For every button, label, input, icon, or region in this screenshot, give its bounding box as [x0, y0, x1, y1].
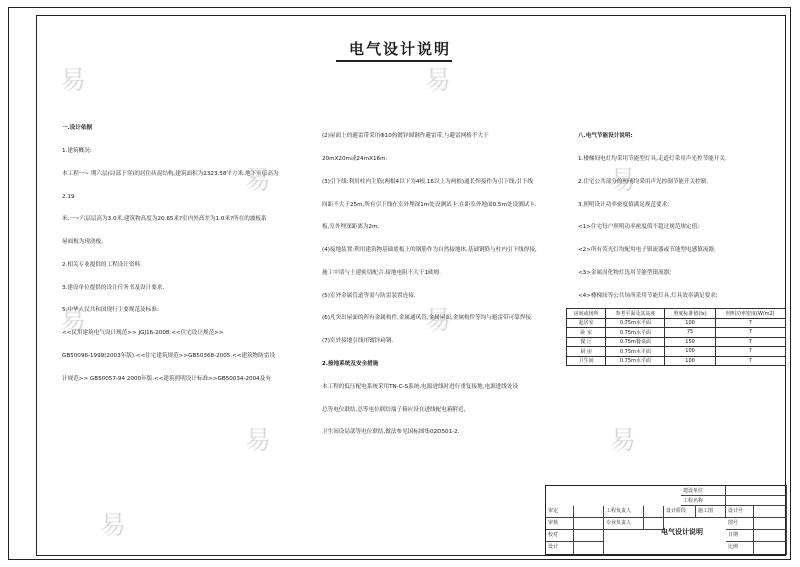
note-line: 2.住宅公共部分的照明均采用声光控制节能开关控制. — [578, 178, 709, 185]
note-line: 1.建筑概况: — [62, 147, 92, 154]
title-block-label: 工程负责人 — [604, 506, 644, 518]
table-cell: 100 — [665, 356, 715, 366]
table-cell: 0.75m水平面 — [606, 347, 665, 357]
note-line: 板,室外埋深距离为2m. — [322, 224, 380, 231]
table-header-cell: 照明功率密度(W/m2) — [715, 309, 785, 319]
note-line: 1.楼梯间电灯均采用节能型灯具,走道灯采用声光控节能开关. — [578, 155, 727, 162]
table-header-cell: 房间或场所 — [567, 309, 606, 319]
table-cell: 0.75m水平面 — [606, 328, 665, 338]
table-cell: 0.75m水平面 — [606, 356, 665, 366]
watermark-glyph: 易 — [610, 426, 637, 456]
watermark-glyph: 易 — [60, 306, 87, 336]
title-block-value — [754, 506, 787, 518]
title-block-label: 设计 — [546, 542, 574, 555]
watermark-glyph: 易 — [425, 306, 452, 336]
table-header-row — [567, 309, 786, 319]
table-row — [567, 328, 786, 338]
table-cell: 7 — [715, 328, 785, 338]
watermark-glyph: 易 — [425, 66, 452, 96]
title-block-value — [574, 518, 604, 530]
title-block-label: 设计阶段 — [664, 506, 696, 518]
title-block-value — [754, 530, 787, 542]
note-line: 施工中请与土建密切配合.接地电阻不大于1欧姆. — [322, 269, 441, 276]
note-line: (5)室外金属管道等需与防雷装置连接. — [322, 292, 416, 299]
title-block-label: 专业负责人 — [604, 518, 644, 530]
note-line: 20mX20m或24mX16m. — [322, 155, 388, 162]
table-cell: 150 — [665, 337, 715, 347]
notes-column-2 — [322, 118, 572, 448]
title-block-value: 施工图 — [696, 506, 726, 518]
note-line: 2.相关专业提供的工程设计资料. — [62, 261, 142, 268]
note-line: 5.中华人民共和国现行主要规范及标准: — [62, 307, 159, 314]
table-row — [567, 337, 786, 347]
page-title: 电气设计说明 — [348, 40, 451, 58]
note-line: 米,一~六层层高为3.0米,建筑物高度为20.65米?室内外高差为1.0米?所在的坡板系 — [62, 216, 267, 223]
table-cell: 0.75m餐桌面 — [606, 337, 665, 347]
notes-column-1 — [62, 110, 316, 382]
table-cell: 餐 厅 — [567, 337, 606, 347]
table-cell: 0.75m水平面 — [606, 318, 665, 328]
table-cell: 7 — [715, 356, 785, 366]
title-block-value — [574, 530, 604, 542]
table-header-cell: 参考平面及其高度 — [606, 309, 665, 319]
table-cell: 75 — [665, 328, 715, 338]
note-line: (6)凡突出屋面的所有金属构件,金属通风管,金属屋面,金属构件等均与避雷带可靠焊接. — [322, 315, 533, 322]
note-line: (4)接地装置:利用建筑物基础底板上的钢筋作为自然接地体,基础钢筋与柱内引下线焊接, — [322, 247, 537, 254]
note-line: 3.建设单位提供的设计任务书及设计要求. — [62, 284, 165, 291]
table-cell: 7 — [715, 347, 785, 357]
notes-column-3 — [578, 118, 784, 308]
table-cell: 100 — [665, 347, 715, 357]
note-line: 2.19 — [62, 193, 75, 200]
title-block-value — [726, 486, 787, 496]
title-block-label: 校对 — [546, 530, 574, 542]
title-block-value — [574, 506, 604, 518]
note-line: 屋面板为现浇板。 — [62, 239, 107, 246]
title-block-value — [754, 518, 787, 530]
table-cell: 卧 室 — [567, 328, 606, 338]
note-line: (7)室外接地引线用镀锌扁钢. — [322, 338, 394, 345]
watermark-glyph: 易 — [100, 511, 127, 541]
note-line: <2>所有荧光灯均配用电子镇流器或节能型电感镇流器, — [578, 247, 716, 254]
title-block-label: 工程名称 — [681, 496, 726, 506]
title-block-label: 图号 — [726, 518, 754, 530]
note-line: GB50096-1999(2003年版).<<住宅建筑规范>>GB50368-2005.<<建筑物防雷设 — [62, 353, 276, 359]
table-cell: 厨 房 — [567, 347, 606, 357]
table-cell: 起居室 — [567, 318, 606, 328]
watermark-glyph: 易 — [245, 426, 272, 456]
note-line: <1>住宅每户照明功率密度值不超过规范规定值; — [578, 224, 700, 231]
drawing-name: 电气设计说明 — [661, 528, 703, 536]
note-line: 总等电位联结,总等电位联结端子箱应设在进线配电箱附近, — [322, 406, 466, 413]
section-heading: 八.电气节能设计说明: — [578, 133, 633, 140]
title-block-label: 日期 — [726, 530, 754, 542]
watermark-glyph: 易 — [60, 66, 87, 96]
note-line: (2)屋面上的避雷带采用Φ10热镀锌圆钢作避雷带,与避雷网格不大于 — [322, 133, 489, 140]
note-line: 计规范>> GB50057-94 2000年版.<<建筑照明设计标准>>GB50034-2004及有 — [62, 375, 271, 382]
section-heading: 一.设计依据 — [62, 125, 93, 132]
title-block — [545, 485, 787, 555]
note-line: <<民用建筑电气设计规范>> JGJ16-2008.<<住宅设计规范>> — [62, 330, 224, 337]
table-row — [567, 356, 786, 366]
note-line: <4>楼梯间等公共场所采用节能灯具,灯具效率满足要求; — [578, 292, 718, 299]
table-row — [567, 347, 786, 357]
title-block-value — [574, 542, 604, 555]
table-cell: 卫生间 — [567, 356, 606, 366]
title-block-label: 建设单位 — [681, 486, 726, 496]
title-block-label: 比例 — [726, 542, 754, 555]
title-block-value — [644, 506, 664, 518]
watermark-glyph: 易 — [610, 166, 637, 196]
title-block-label: 审核 — [546, 518, 574, 530]
note-line: 间距不大于25m,所有引下线在室外埋深1m处设测试卡,在距室外地面0.5m处设测试卡. — [322, 201, 537, 208]
watermark-glyph: 易 — [245, 166, 272, 196]
table-cell: 7 — [715, 337, 785, 347]
section-heading: 2.接地系统及安全措施 — [322, 361, 379, 367]
note-line: (3)引下线:利用柱内主筋(两根4以下为4根,16以上为两根)通长焊接作为引下线,引下线 — [322, 178, 533, 185]
note-line: 本工程的低压配电系统采用TN-C-S系统,电源进线时进行重复接地,电源进线处设 — [322, 383, 519, 390]
note-line: 3.照明设计功率密度值满足规范要求: — [578, 201, 670, 208]
title-block-label: 审定 — [546, 506, 574, 518]
note-line: <3>金属卤化物灯选用节能型镇流器; — [578, 269, 672, 276]
title-block-label: 设计号 — [726, 506, 754, 518]
title-block-value — [754, 542, 787, 555]
note-line: 卫生间设局部等电位联结,做法参见国标图集02D501-2. — [322, 429, 460, 436]
title-block-value — [726, 496, 787, 506]
table-cell: 7 — [715, 318, 785, 328]
table-header-cell: 照度标准值(lx) — [665, 309, 715, 319]
lighting-density-table — [566, 308, 786, 366]
table-row — [567, 318, 786, 328]
table-cell: 100 — [665, 318, 715, 328]
note-line: 本工程一~ 期六层(局部下穿)的居住砖混结构,建筑面积为2323.58平方米,地下室层高为 — [62, 170, 279, 177]
title-underline — [336, 60, 452, 62]
